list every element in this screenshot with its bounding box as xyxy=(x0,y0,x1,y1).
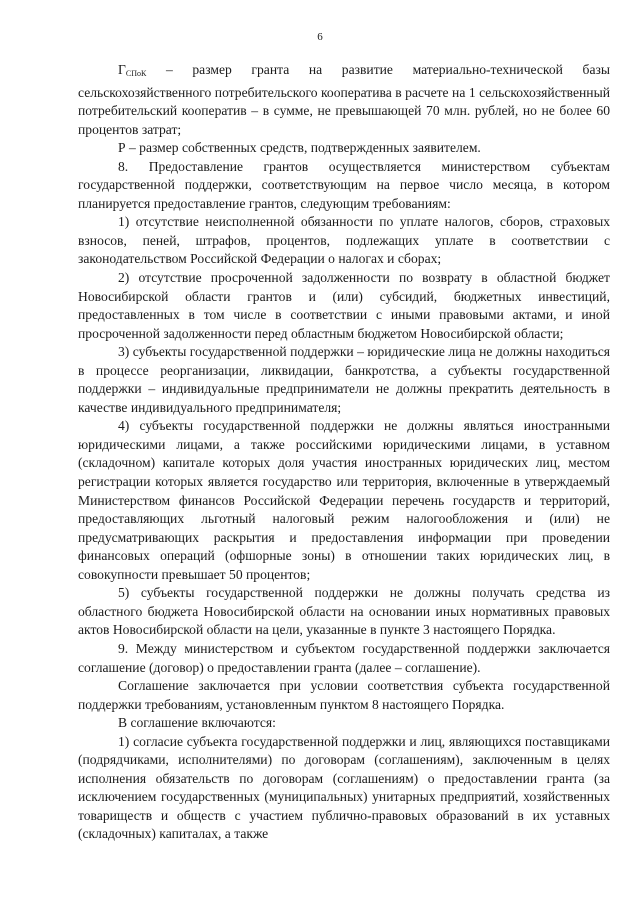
paragraph-9: 9. Между министерством и субъектом государственной поддержки заключается соглашение (договор) о предоставлении гранта (далее – соглашение). xyxy=(78,640,610,675)
agreement-item-1: 1) согласие субъекта государственной поддержки и лиц, являющихся поставщиками (подрядчиками, исполнителями) по договорам (соглашениям), заключенным в целях исполнения обязательств по договорам (соглашениям) о предоставлении гранта (за исключением государственных (муниципальных) унитарных предприятий, хозяйственных товариществ и обществ с участием публично-правовых образований в их уставных (складочных) капиталах, а также xyxy=(78,733,610,842)
requirement-5: 5) субъекты государственной поддержки не должны получать средства из областного бюджета Новосибирской области на основании иных нормативных правовых актов Новосибирской области на цели, указанные в пункте 3 настоящего Порядка. xyxy=(78,585,610,638)
grant-symbol-subscript: СПоК xyxy=(125,69,147,78)
agreement-condition: Соглашение заключается при условии соответствия субъекта государственной поддержки требованиям, установленным пунктом 8 настоящего Порядка. xyxy=(78,678,610,712)
requirement-3: 3) субъекты государственной поддержки – юридические лица не должны находиться в процессе реорганизации, ликвидации, банкротства, а субъекты государственной поддержки – индивидуальные предприниматели не должны прекратить деятельность в качестве индивидуального предпринимателя; xyxy=(78,344,610,415)
requirement-1: 1) отсутствие неисполненной обязанности по уплате налогов, сборов, страховых взносов, пеней, штрафов, процентов, подлежащих уплате в соответствии с законодательством Российской Федерации о налогах и сборах; xyxy=(78,214,610,267)
page-number: 6 xyxy=(317,31,323,43)
formula-legend-g xyxy=(78,61,610,139)
grant-symbol: Г xyxy=(118,62,126,77)
agreement-includes-heading: В соглашение включаются: xyxy=(118,715,276,731)
paragraph-8: 8. Предоставление грантов осуществляется министерством субъектам государственной поддержки, соответствующим на первое число месяца, в котором планируется предоставление грантов, следующим требованиям: xyxy=(78,158,610,211)
requirement-4: 4) субъекты государственной поддержки не должны являться иностранными юридическими лицами, а также российскими юридическими лицами, в уставном (складочном) капитале которых доля участия иностранных юридических лиц, местом регистрации которых является государство или территория, включенные в утверждаемый Министерством финансов Российской Федерации перечень государств и территорий, предоставляющих льготный налоговый режим налогообложения и (или) не предусматривающих раскрытия и предоставления информации при проведении финансовых операций (офшорные зоны) в отношении таких юридических лиц, в совокупности превышает 50 процентов; xyxy=(78,418,610,582)
grant-symbol-definition: – размер гранта на развитие материально-технической базы сельскохозяйственного потребительского кооператива в расчете на 1 сельскохозяйственный потребительский кооператив – в сумме, не превышающей 70 млн. рублей, но не более 60 процентов затрат; xyxy=(78,62,610,137)
requirement-2: 2) отсутствие просроченной задолженности по возврату в областной бюджет Новосибирской области грантов и (или) субсидий, бюджетных инвестиций, предоставленных в том числе в соответствии с иными правовыми актами, и иной просроченной задолженности перед областным бюджетом Новосибирской области; xyxy=(78,270,610,341)
formula-legend-p: Р – размер собственных средств, подтвержденных заявителем. xyxy=(118,140,481,156)
document-body xyxy=(78,61,610,844)
